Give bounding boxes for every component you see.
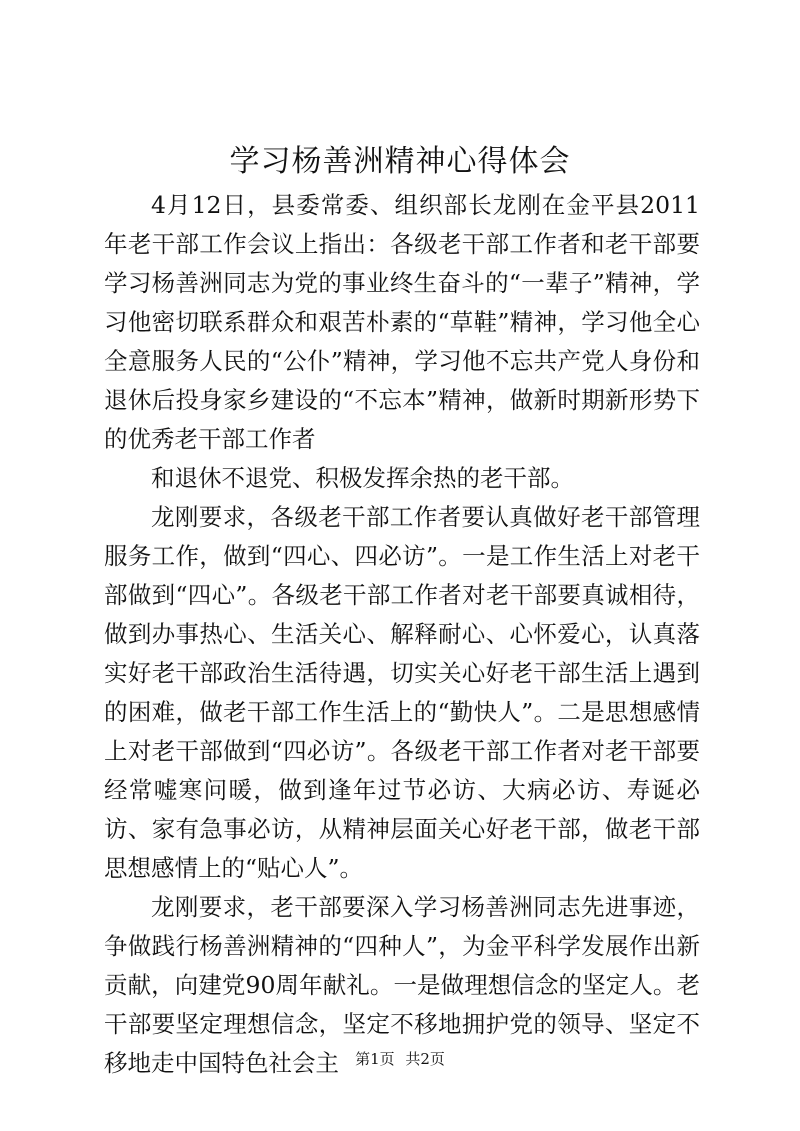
paragraph-2: 和退休不退党、积极发挥余热的老干部。 [151,464,574,492]
document-title: 学习杨善洲精神心得体会 [229,144,571,179]
document-body [104,186,700,1083]
paragraph-1: 4月12日，县委常委、组织部长龙刚在金平县2011年老干部工作会议上指出：各级老干部工作者和老干部要学习杨善洲同志为党的事业终生奋斗的“一辈子”精神，学习他密切联系群众和艰苦朴素的“草鞋”精神，学习他全心全意服务人民的“公仆”精神，学习他不忘共产党人身份和退休后投身家乡建设的“不忘本”精神，做新时期新形势下的优秀老干部工作者 [104,191,700,453]
paragraph-3: 龙刚要求，各级老干部工作者要认真做好老干部管理服务工作，做到“四心、四必访”。一是工作生活上对老干部做到“四心”。各级老干部工作者对老干部要真诚相待，做到办事热心、生活关心、解释耐心、心怀爱心，认真落实好老干部政治生活待遇，切实关心好老干部生活上遇到的困难，做老干部工作生活上的“勤快人”。二是思想感情上对老干部做到“四必访”。各级老干部工作者对老干部要经常嘘寒问暖，做到逢年过节必访、大病必访、寿诞必访、家有急事必访，从精神层面关心好老干部，做老干部思想感情上的“贴心人”。 [104,503,700,882]
page-footer [0,1049,800,1069]
page-number: 第1页 [355,1050,395,1068]
paragraph-4: 龙刚要求，老干部要深入学习杨善洲同志先进事迹，争做践行杨善洲精神的“四种人”，为金平科学发展作出新贡献，向建党90周年献礼。一是做理想信念的坚定人。老干部要坚定理想信念，坚定不移地拥护党的领导、坚定不移地走中国特色社会主 [104,893,700,1077]
page-total: 共2页 [405,1050,445,1068]
